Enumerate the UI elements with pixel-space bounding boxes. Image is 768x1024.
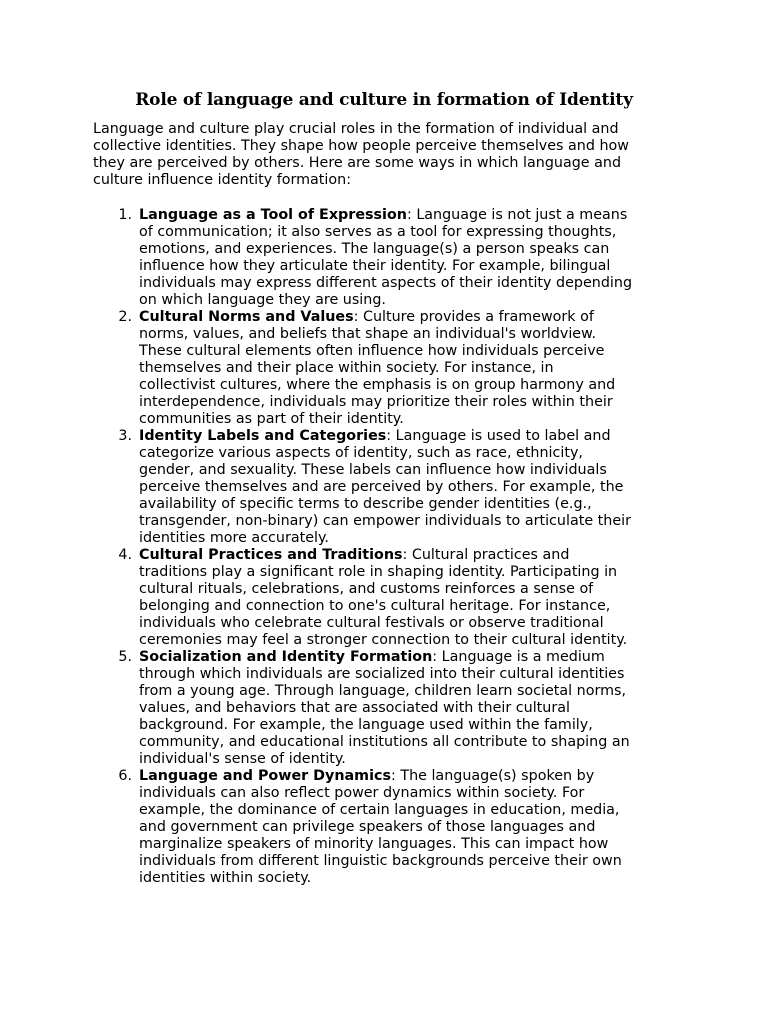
list-item-body [139, 768, 768, 887]
list-item-line: collectivist cultures, where the emphasis is on group harmony and [139, 377, 616, 393]
list-item-body [139, 309, 768, 428]
list-item-line: traditions play a significant role in shaping identity. Participating in [139, 564, 618, 580]
list-item-line: These cultural elements often influence how individuals perceive [139, 343, 605, 359]
list-item-line: from a young age. Through language, children learn societal norms, [139, 683, 627, 699]
list-item-line: and government can privilege speakers of those languages and [139, 819, 596, 835]
identity-factors-list [0, 207, 768, 887]
list-item-line: individual's sense of identity. [139, 751, 346, 767]
list-item-line: identities more accurately. [139, 530, 329, 546]
list-item-text: : The language(s) spoken by [390, 768, 595, 784]
list-item-line: community, and educational institutions all contribute to shaping an [139, 734, 630, 750]
list-item-line: interdependence, individuals may prioritize their roles within their [139, 394, 613, 410]
list-item-number: 2. [118, 309, 132, 325]
intro-line: Language and culture play crucial roles in the formation of individual and [93, 121, 619, 137]
list-item-text: : Language is not just a means [406, 207, 628, 223]
intro-line: culture influence identity formation: [93, 172, 352, 188]
list-item [0, 768, 768, 887]
list-item-line: emotions, and experiences. The language(s) a person speaks can [139, 241, 610, 257]
list-item-first-line [139, 768, 768, 785]
list-item-line: belonging and connection to one's cultural heritage. For instance, [139, 598, 611, 614]
list-item-first-line [139, 649, 768, 666]
list-item-text: : Language is a medium [432, 649, 605, 665]
list-item [0, 428, 768, 547]
list-item-body [139, 207, 768, 309]
intro-paragraph [93, 121, 693, 189]
list-item-line: perceive themselves and are perceived by others. For example, the [139, 479, 624, 495]
list-item-text: : Language is used to label and [386, 428, 611, 444]
list-item-first-line [139, 428, 768, 445]
list-item-line: themselves and their place within society. For instance, in [139, 360, 554, 376]
list-item-line: background. For example, the language used within the family, [139, 717, 593, 733]
list-item-line: individuals from different linguistic backgrounds perceive their own [139, 853, 622, 869]
list-item-text: : Culture provides a framework of [353, 309, 594, 325]
list-item-line: of communication; it also serves as a tool for expressing thoughts, [139, 224, 617, 240]
list-item-number: 6. [118, 768, 132, 784]
list-item-line: through which individuals are socialized into their cultural identities [139, 666, 625, 682]
list-item-line: communities as part of their identity. [139, 411, 404, 427]
list-item-first-line [139, 547, 768, 564]
list-item-number: 1. [118, 207, 132, 223]
list-item-line: identities within society. [139, 870, 312, 886]
list-item-number: 5. [118, 649, 132, 665]
list-item-line: values, and behaviors that are associated with their cultural [139, 700, 570, 716]
list-item-heading: Socialization and Identity Formation [139, 649, 433, 665]
list-item-first-line [139, 207, 768, 224]
list-item-line: categorize various aspects of identity, such as race, ethnicity, [139, 445, 583, 461]
list-item [0, 207, 768, 309]
list-item-heading: Cultural Practices and Traditions [139, 547, 403, 563]
list-item-line: influence how they articulate their identity. For example, bilingual [139, 258, 611, 274]
list-item-body [139, 547, 768, 649]
list-item-heading: Cultural Norms and Values [139, 309, 354, 325]
list-item-line: availability of specific terms to describe gender identities (e.g., [139, 496, 592, 512]
list-item-line: cultural rituals, celebrations, and customs reinforces a sense of [139, 581, 594, 597]
list-item [0, 547, 768, 649]
document-title: Role of language and culture in formation of Identity [135, 90, 633, 110]
list-item-line: example, the dominance of certain languages in education, media, [139, 802, 620, 818]
list-item-number: 3. [118, 428, 132, 444]
list-item-text: : Cultural practices and [402, 547, 570, 563]
list-item-line: individuals who celebrate cultural festivals or observe traditional [139, 615, 604, 631]
intro-line: they are perceived by others. Here are some ways in which language and [93, 155, 622, 171]
list-item-heading: Identity Labels and Categories [139, 428, 387, 444]
list-item-first-line [139, 309, 768, 326]
list-item [0, 649, 768, 768]
list-item-heading: Language as a Tool of Expression [139, 207, 407, 223]
list-item-line: norms, values, and beliefs that shape an individual's worldview. [139, 326, 597, 342]
list-item-body [139, 428, 768, 547]
intro-line: collective identities. They shape how people perceive themselves and how [93, 138, 629, 154]
list-item-heading: Language and Power Dynamics [139, 768, 391, 784]
list-item-body [139, 649, 768, 768]
list-item-line: gender, and sexuality. These labels can influence how individuals [139, 462, 607, 478]
list-item-line: individuals may express different aspects of their identity depending [139, 275, 633, 291]
list-item-line: on which language they are using. [139, 292, 386, 308]
list-item-line: individuals can also reflect power dynamics within society. For [139, 785, 585, 801]
list-item [0, 309, 768, 428]
list-item-number: 4. [118, 547, 132, 563]
list-item-line: ceremonies may feel a stronger connection to their cultural identity. [139, 632, 628, 648]
list-item-line: transgender, non-binary) can empower individuals to articulate their [139, 513, 631, 529]
list-item-line: marginalize speakers of minority languages. This can impact how [139, 836, 609, 852]
